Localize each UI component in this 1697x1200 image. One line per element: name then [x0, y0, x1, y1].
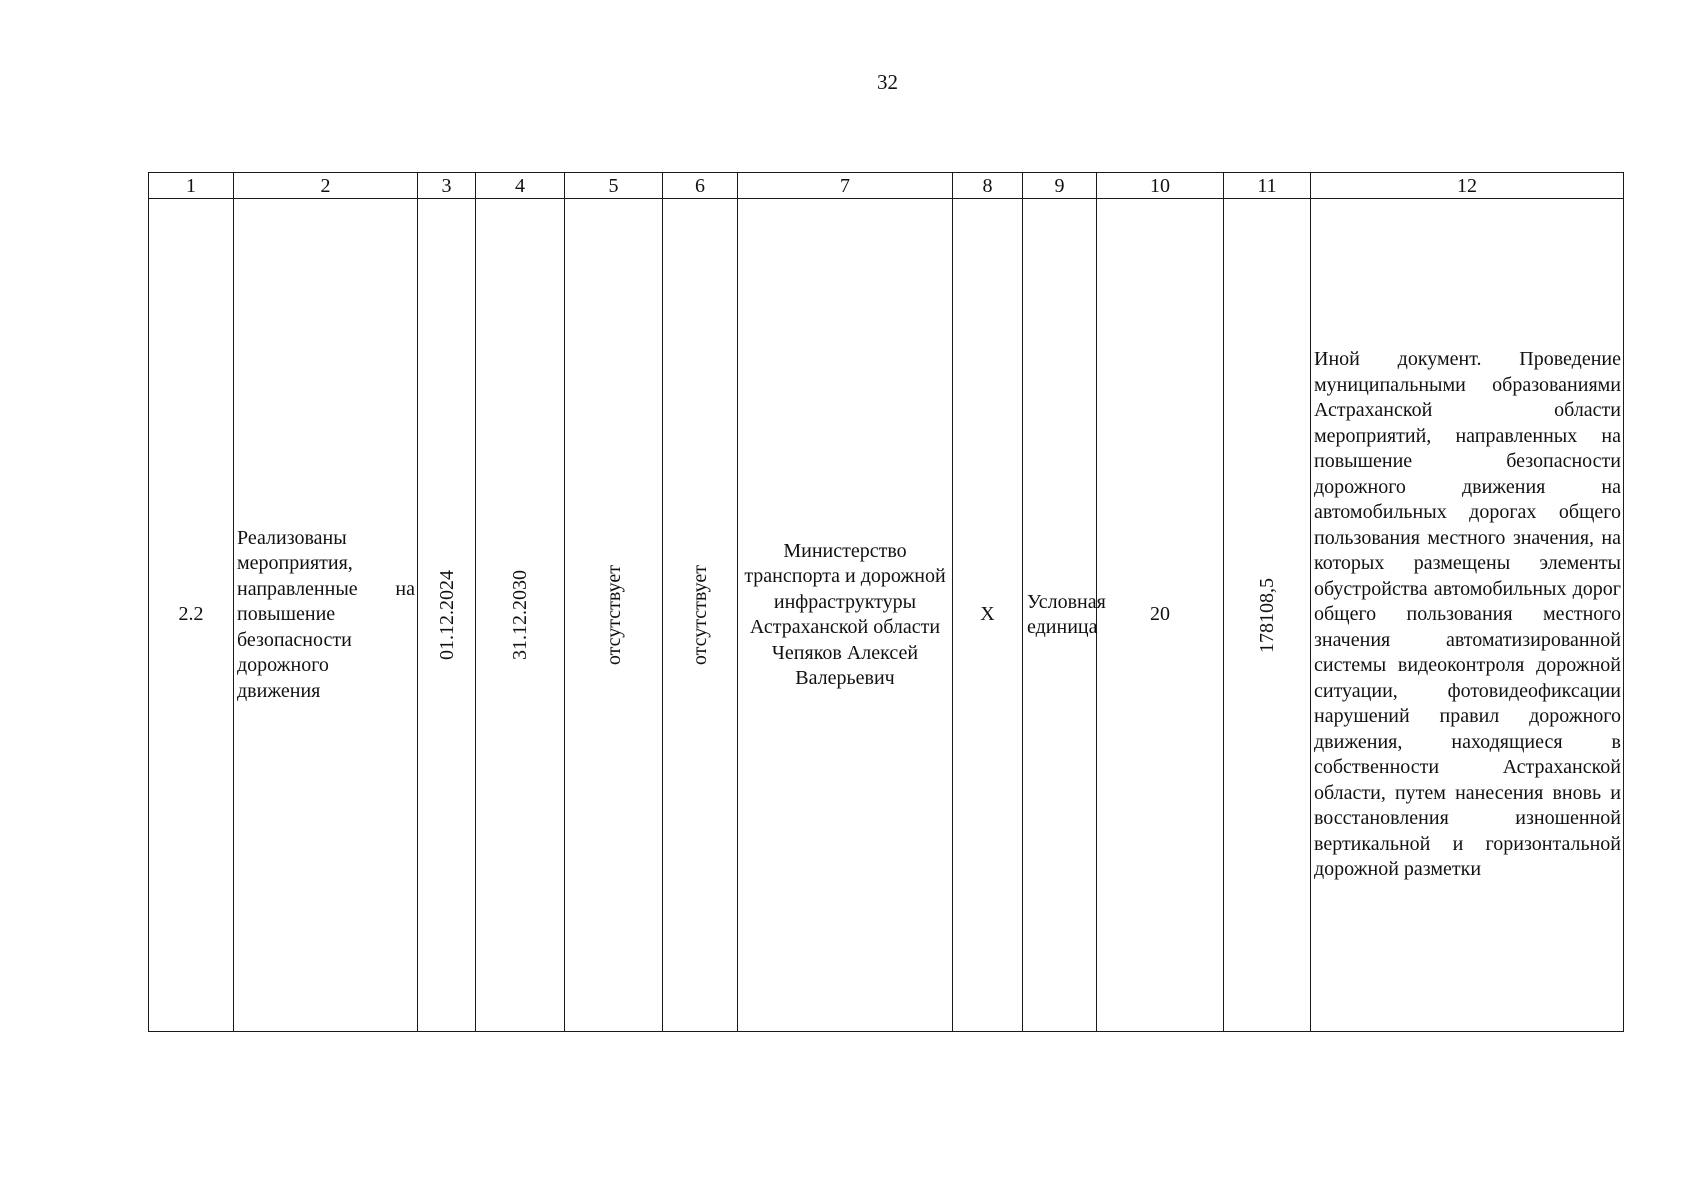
column-number: 5: [565, 173, 663, 199]
start-date: 01.12.2024: [435, 570, 458, 660]
col6-value: отсутствует: [689, 564, 711, 666]
column-number: 1: [149, 173, 234, 199]
description-text: Иной документ. Проведение муниципальными образованиями Астраханской области мероприятий, направленных на повышение безопасности дорожного движения на автомобильных дорогах общего пользования местного значения, на которых размещены элементы обустройства автомобильных дорог общего пользования местного значения автоматизированной системы видеоконтроля дорожной ситуации, фотовидеофиксации нарушений правил дорожного движения, находящиеся в собственности Астраханской области, путем нанесения вновь и восстановления изношенной вертикальной и горизонтальной дорожной разметки: [1314, 348, 1621, 881]
unit-value: Условная единица: [1023, 199, 1097, 1032]
table-row: [149, 199, 1624, 1032]
column-number: 4: [476, 173, 565, 199]
end-date: 31.12.2030: [509, 570, 531, 660]
result-name-cell: [234, 199, 418, 1032]
activities-table: [148, 172, 1624, 1032]
result-name: Реализованы мероприятия, направленные на повышение безопасности дорожного движения: [237, 526, 415, 702]
col6-cell: [663, 199, 738, 1032]
amount-cell: [1224, 199, 1311, 1032]
column-number: 10: [1097, 173, 1224, 199]
column-number: 9: [1023, 173, 1097, 199]
column-number: 12: [1311, 173, 1624, 199]
row-number: 2.2: [149, 199, 234, 1032]
col5-cell: [565, 199, 663, 1032]
responsible-person: Чепяков Алексей Валерьевич: [771, 641, 919, 689]
col8-value: Х: [953, 199, 1023, 1032]
description-cell: [1311, 199, 1624, 1032]
start-date-cell: [418, 199, 476, 1032]
column-number: 8: [953, 173, 1023, 199]
column-number: 11: [1224, 173, 1311, 199]
page-number: 32: [877, 70, 898, 94]
responsible-org: Министерство транспорта и дорожной инфраструктуры Астраханской области: [744, 539, 946, 638]
column-number-row: [149, 173, 1624, 199]
column-number: 6: [663, 173, 738, 199]
column-number: 2: [234, 173, 418, 199]
amount-value: 178108,5: [1256, 577, 1278, 653]
column-number: 3: [418, 173, 476, 199]
responsible-cell: [738, 199, 953, 1032]
col5-value: отсутствует: [602, 564, 625, 666]
column-number: 7: [738, 173, 953, 199]
target-value: 20: [1097, 199, 1224, 1032]
end-date-cell: [476, 199, 565, 1032]
